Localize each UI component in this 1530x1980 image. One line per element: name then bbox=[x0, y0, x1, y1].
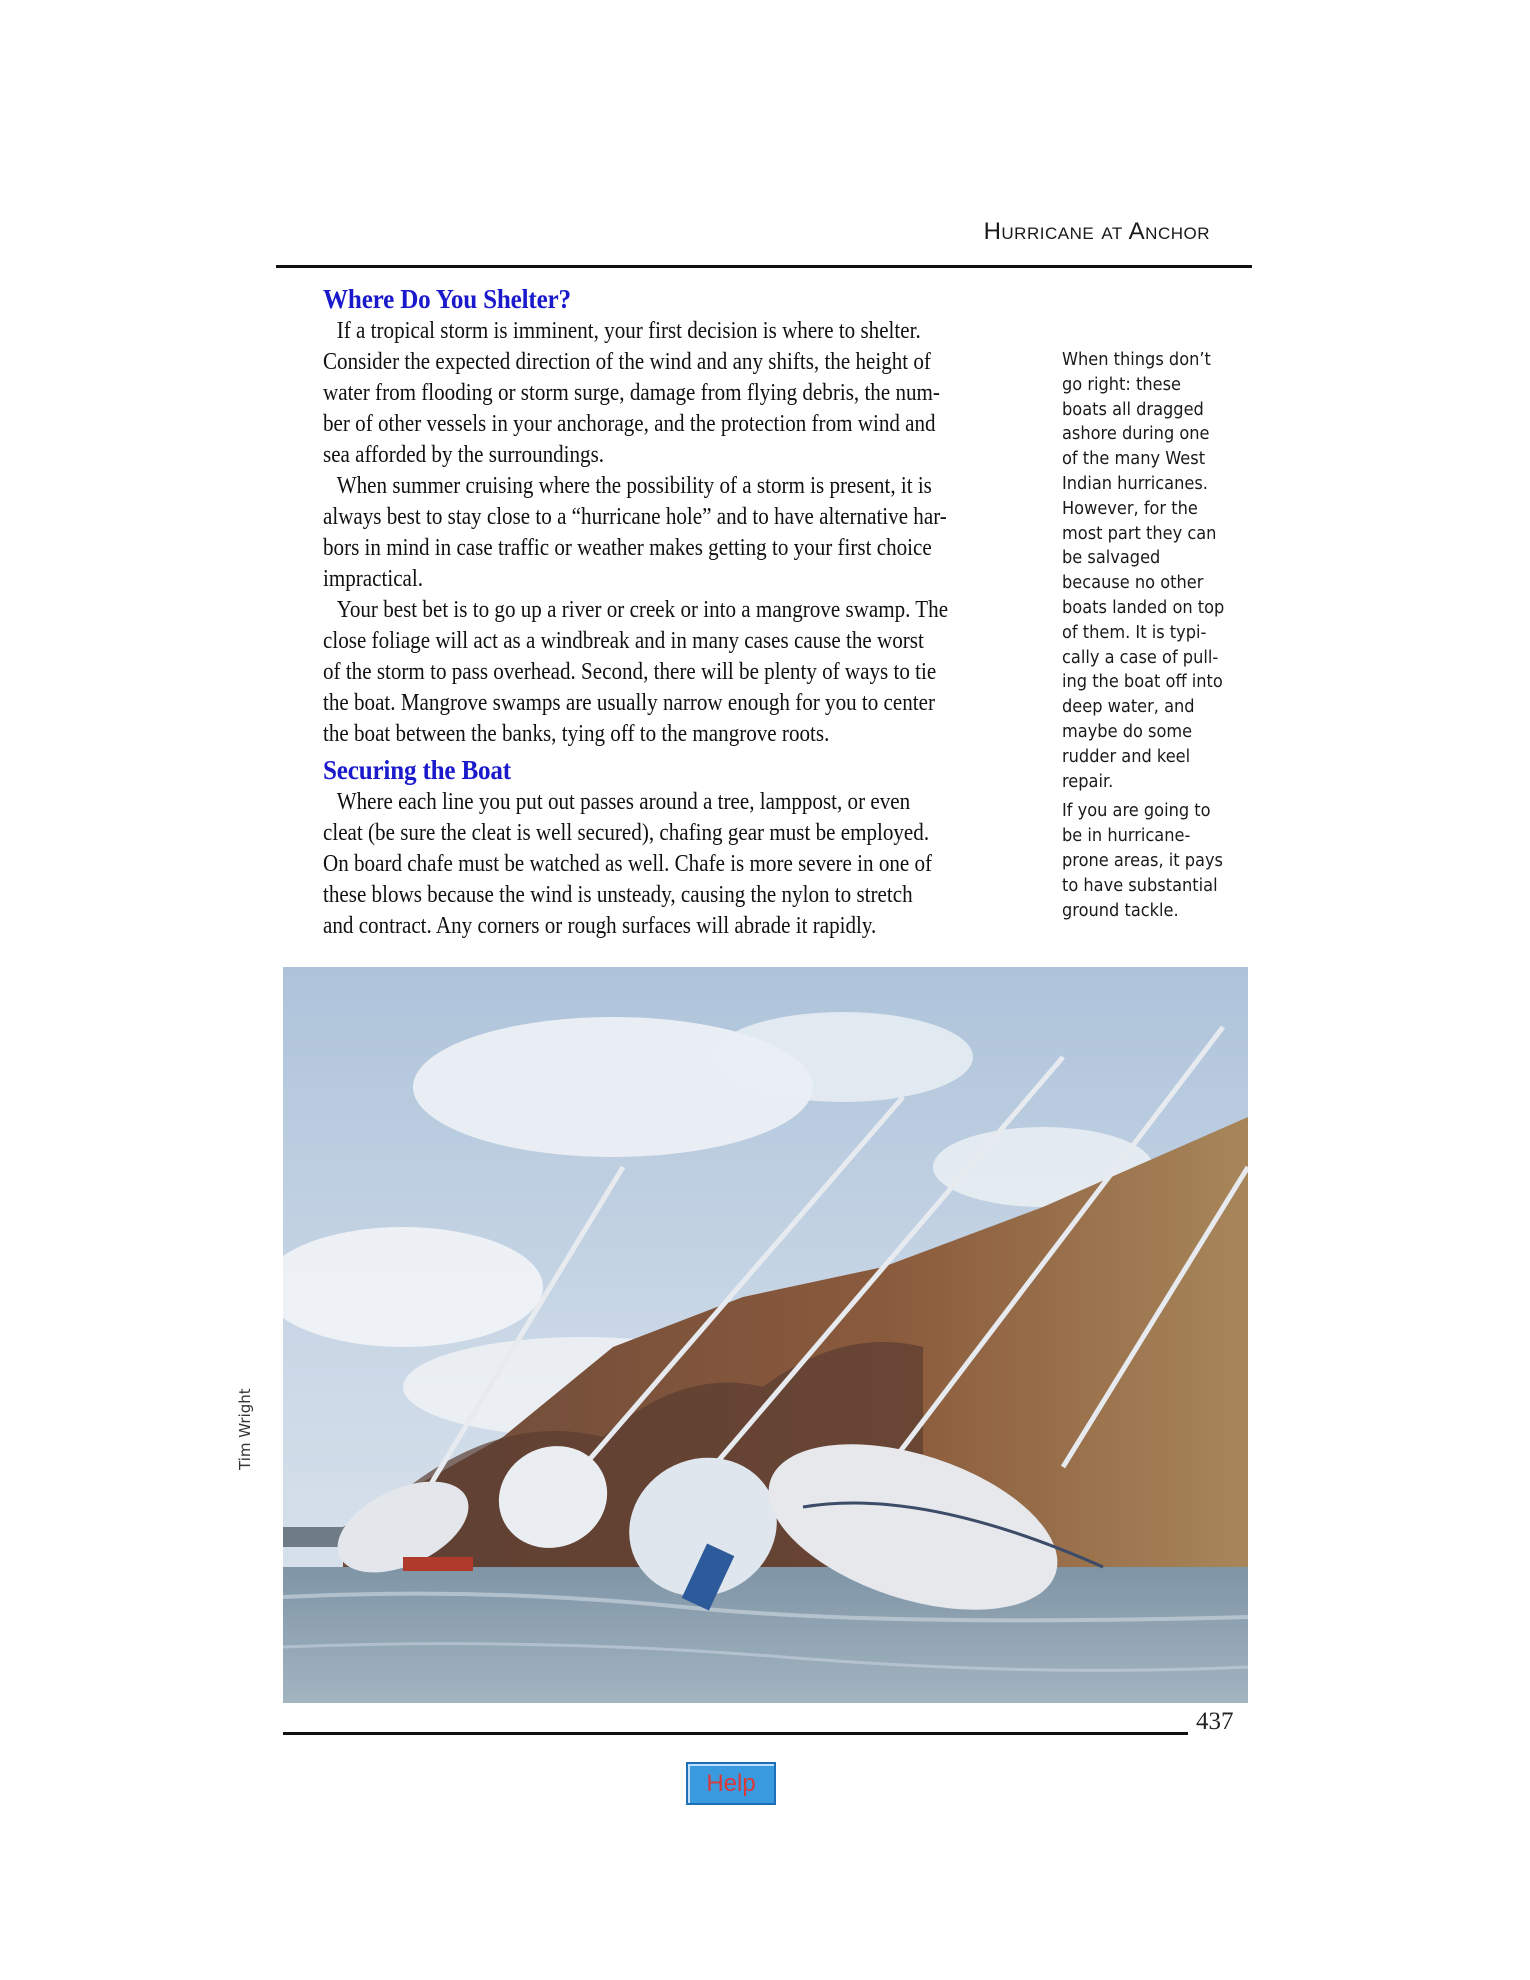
caption-line: ing the boat off into bbox=[1062, 671, 1223, 693]
caption-line: deep water, and bbox=[1062, 696, 1195, 718]
caption-line: because no other bbox=[1062, 572, 1204, 594]
caption-line: boats landed on top bbox=[1062, 596, 1225, 618]
body-line: the boat between the banks, tying off to the mangrove roots. bbox=[323, 720, 830, 747]
caption-line: If you are going to bbox=[1062, 800, 1211, 822]
caption-line: ashore during one bbox=[1062, 423, 1210, 445]
main-column bbox=[323, 284, 1023, 941]
body-line: When summer cruising where the possibility of a storm is present, it is bbox=[336, 472, 932, 499]
body-line: these blows because the wind is unsteady, causing the nylon to stretch bbox=[323, 881, 913, 908]
boats-ashore-photo bbox=[283, 967, 1248, 1703]
caption-line: be in hurricane- bbox=[1062, 825, 1191, 847]
photo-credit: Tim Wright bbox=[236, 1388, 254, 1470]
body-line: Your best bet is to go up a river or creek or into a mangrove swamp. The bbox=[336, 596, 949, 623]
caption-line: be salvaged bbox=[1062, 547, 1161, 569]
body-line: Consider the expected direction of the wind and any shifts, the height of bbox=[323, 348, 931, 375]
body-line: On board chafe must be watched as well. Chafe is more severe in one of bbox=[323, 850, 933, 877]
body-line: impractical. bbox=[323, 565, 424, 592]
section-heading-shelter: Where Do You Shelter? bbox=[323, 284, 571, 314]
help-button[interactable]: Help bbox=[686, 1762, 776, 1805]
caption-line: maybe do some bbox=[1062, 720, 1193, 742]
caption-line: cally a case of pull- bbox=[1062, 646, 1219, 668]
body-line: sea afforded by the surroundings. bbox=[323, 441, 605, 468]
body-line: close foliage will act as a windbreak and in many cases cause the worst bbox=[323, 627, 924, 654]
body-line: Where each line you put out passes around a tree, lamppost, or even bbox=[336, 788, 911, 815]
body-line: always best to stay close to a “hurricane hole” and to have alternative har- bbox=[323, 503, 947, 530]
caption-line: of the many West bbox=[1062, 448, 1206, 470]
caption-line: However, for the bbox=[1062, 497, 1198, 519]
footer-rule bbox=[283, 1732, 1188, 1735]
body-line: bors in mind in case traffic or weather makes getting to your first choice bbox=[323, 534, 932, 561]
body-line: of the storm to pass overhead. Second, there will be plenty of ways to tie bbox=[323, 658, 937, 685]
caption-line: When things don’t bbox=[1062, 349, 1211, 370]
body-line: cleat (be sure the cleat is well secured), chafing gear must be employed. bbox=[323, 819, 930, 846]
page-number: 437 bbox=[1196, 1708, 1234, 1735]
body-line: ber of other vessels in your anchorage, and the protection from wind and bbox=[323, 410, 936, 437]
body-line: water from flooding or storm surge, damage from flying debris, the num- bbox=[323, 379, 940, 406]
body-line: If a tropical storm is imminent, your first decision is where to shelter. bbox=[336, 317, 921, 344]
section-heading-securing: Securing the Boat bbox=[323, 755, 511, 785]
body-line: the boat. Mangrove swamps are usually narrow enough for you to center bbox=[323, 689, 936, 716]
caption-line: repair. bbox=[1062, 770, 1114, 792]
caption-line: prone areas, it pays bbox=[1062, 849, 1223, 871]
running-head: Hurricane at Anchor bbox=[983, 218, 1210, 245]
caption-line: most part they can bbox=[1062, 522, 1217, 544]
caption-line: boats all dragged bbox=[1062, 398, 1204, 420]
caption-line: go right: these bbox=[1062, 373, 1182, 395]
sidebar-caption bbox=[1062, 348, 1262, 923]
caption-line: Indian hurricanes. bbox=[1062, 472, 1208, 494]
caption-line: of them. It is typi- bbox=[1062, 621, 1207, 643]
caption-line: rudder and keel bbox=[1062, 745, 1191, 767]
header-rule bbox=[276, 265, 1252, 268]
body-line: and contract. Any corners or rough surfaces will abrade it rapidly. bbox=[323, 912, 877, 939]
caption-line: ground tackle. bbox=[1062, 899, 1179, 921]
caption-line: to have substantial bbox=[1062, 874, 1218, 896]
